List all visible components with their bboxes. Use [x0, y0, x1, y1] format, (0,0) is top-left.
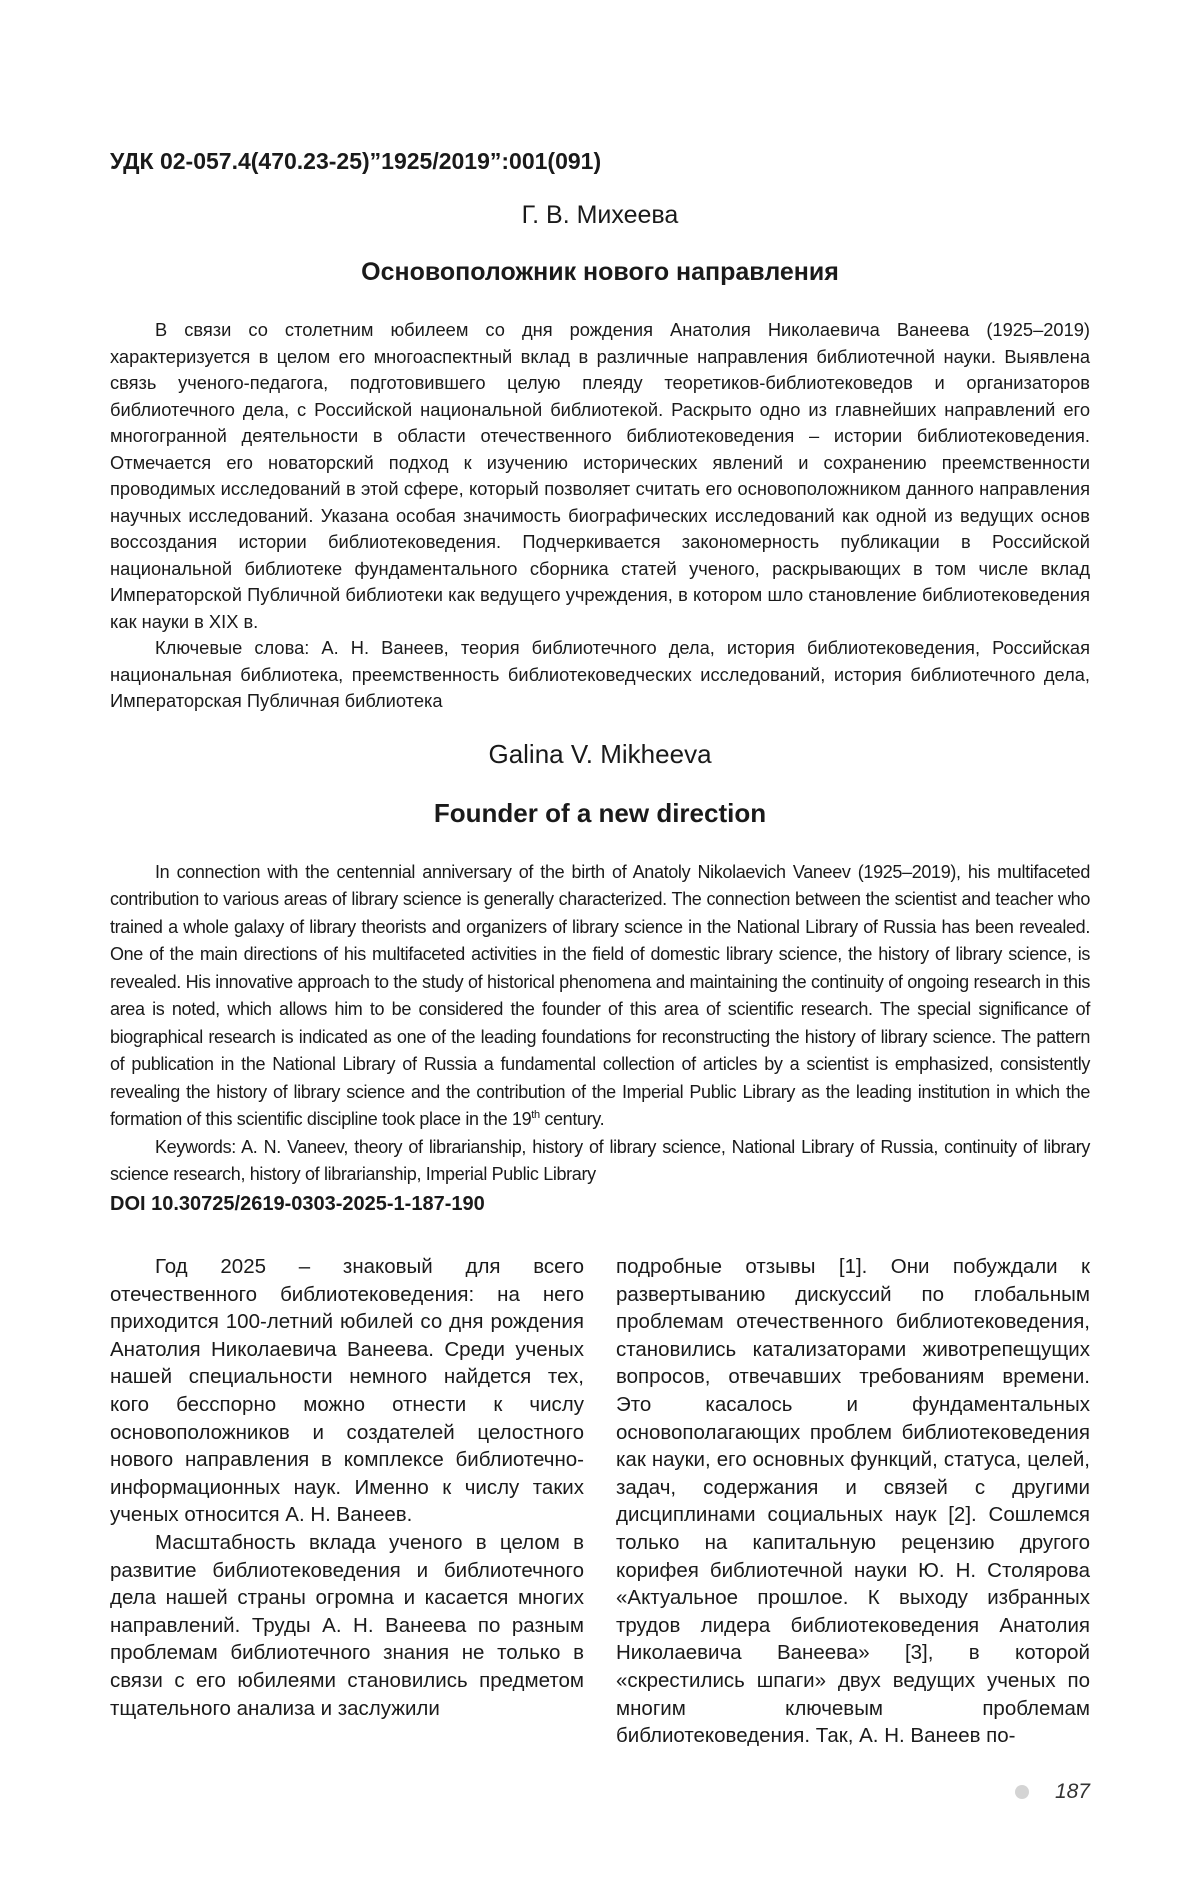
page-number: 187 [1054, 1780, 1090, 1803]
body-paragraph: Масштабность вклада ученого в целом в развитие библиотековедения и библиотечного дела нашей страны огромна и касается многих направлений. Труды А. Н. Ванеева по разным проблемам библиотечного знания не только в связи с его юбилеями становились предметом тщательного анализа и заслужили [110, 1530, 584, 1720]
udc-code: УДК 02-057.4(470.23-25)”1925/2019”:001(091) [110, 148, 602, 174]
keywords-ru: Ключевые слова: А. Н. Ванеев, теория библиотечного дела, история библиотековедения, Российская национальная библиотека, преемственность библиотековедческих исследований, история библиотечного дела, Императорская Публичная библиотека [110, 637, 1090, 711]
left-column [110, 1253, 584, 1750]
right-column [616, 1253, 1090, 1750]
keywords-en: Keywords: A. N. Vaneev, theory of librarianship, history of library science, National Library of Russia, continuity of library science research, history of librarianship, Imperial Public Library [110, 1136, 1090, 1184]
abstract-ru [110, 317, 1090, 715]
page-footer [1015, 1780, 1090, 1804]
author-name-en: Galina V. Mikheeva [488, 738, 712, 769]
abstract-ru-text: В связи со столетним юбилеем со дня рождения Анатолия Николаевича Ванеева (1925–2019) характеризуется в целом его многоаспектный вклад в различные направления библиотечной науки. Выявлена связь ученого-педагога, подготовившего целую плеяду теоретиков-библиотековедов и организаторов библиотечного дела, с Российской национальной библиотекой. Раскрыто одно из главнейших направлений его многогранной деятельности в области отечественного библиотековедения – истории библиотековедения. Отмечается его новаторский подход к изучению исторических явлений и сохранению преемственности проводимых исследований в этой сфере, который позволяет считать его основоположником данного направления научных исследований. Указана особая значимость биографических исследований как одной из ведущих основ воссоздания истории библиотековедения. Подчеркивается закономерность публикации в Российской национальной библиотеке фундаментального сборника статей ученого, раскрывающих в том числе вклад Императорской Публичной библиотеки как ведущего учреждения, в котором шло становление библиотековедения как науки в XIX в. [110, 319, 1090, 632]
abstract-en-sup: th [531, 1109, 540, 1121]
body-paragraph: подробные отзывы [1]. Они побуждали к развертыванию дискуссий по глобальным проблемам отечественного библиотековедения, становились катализаторами животрепещущих вопросов, отвечавших требованиям времени. Это касалось и фундаментальных основополагающих проблем библиотековедения как науки, его основных функций, статуса, целей, задач, содержания и связей с другими дисциплинами социальных наук [2]. Сошлемся только на капитальную рецензию другого корифея библиотечной науки Ю. Н. Столярова «Актуальное прошлое. К выходу избранных трудов лидера библиотековедения Анатолия Николаевича Ванеева» [3], в которой «скрестились шпаги» двух ведущих ученых по многим ключевым проблемам библиотековедения. Так, А. Н. Ванеев по- [616, 1255, 1090, 1748]
article-title-en: Founder of a new direction [433, 797, 767, 828]
abstract-en [110, 859, 1090, 1189]
article-title-ru: Основоположник нового направления [361, 258, 839, 286]
body-paragraph: Год 2025 – знаковый для всего отечественного библиотековедения: на него приходится 100-летний юбилей со дня рождения Анатолия Николаевича Ванеева. Среди ученых нашей специальности немного найдется тех, кого бесспорно можно отнести к числу основоположников и создателей целостного нового направления в комплексе библиотечно-информационных наук. Именно к числу таких ученых относится А. Н. Ванеев. [110, 1255, 584, 1527]
abstract-en-main: In connection with the centennial anniversary of the birth of Anatoly Nikolaevich Vaneev (1925–2019), his multifaceted contribution to various areas of library science is generally characterized. The connection between the scientist and teacher who trained a whole galaxy of library theorists and organizers of library science in the National Library of Russia has been revealed. One of the main directions of his multifaceted activities in the field of domestic library science, the history of library science, is revealed. His innovative approach to the study of historical phenomena and maintaining the continuity of ongoing research in this area is noted, which allows him to be considered the founder of this area of scientific research. The special significance of biographical research is indicated as one of the leading foundations for reconstructing the history of library science. The pattern of publication in the National Library of Russia a fundamental collection of articles by a scientist is emphasized, consistently revealing the history of library science and the contribution of the Imperial Public Library as the leading institution in which the formation of this scientific discipline took place in the 19 [110, 861, 1090, 1129]
author-name-ru: Г. В. Михеева [521, 201, 679, 229]
doi: DOI 10.30725/2619-0303-2025-1-187-190 [110, 1192, 485, 1215]
abstract-en-end: century. [539, 1109, 605, 1129]
footer-dot-icon [1015, 1785, 1029, 1799]
abstract-en-text [110, 859, 1090, 1134]
article-body [110, 1253, 1090, 1750]
article-header [110, 148, 1090, 1216]
